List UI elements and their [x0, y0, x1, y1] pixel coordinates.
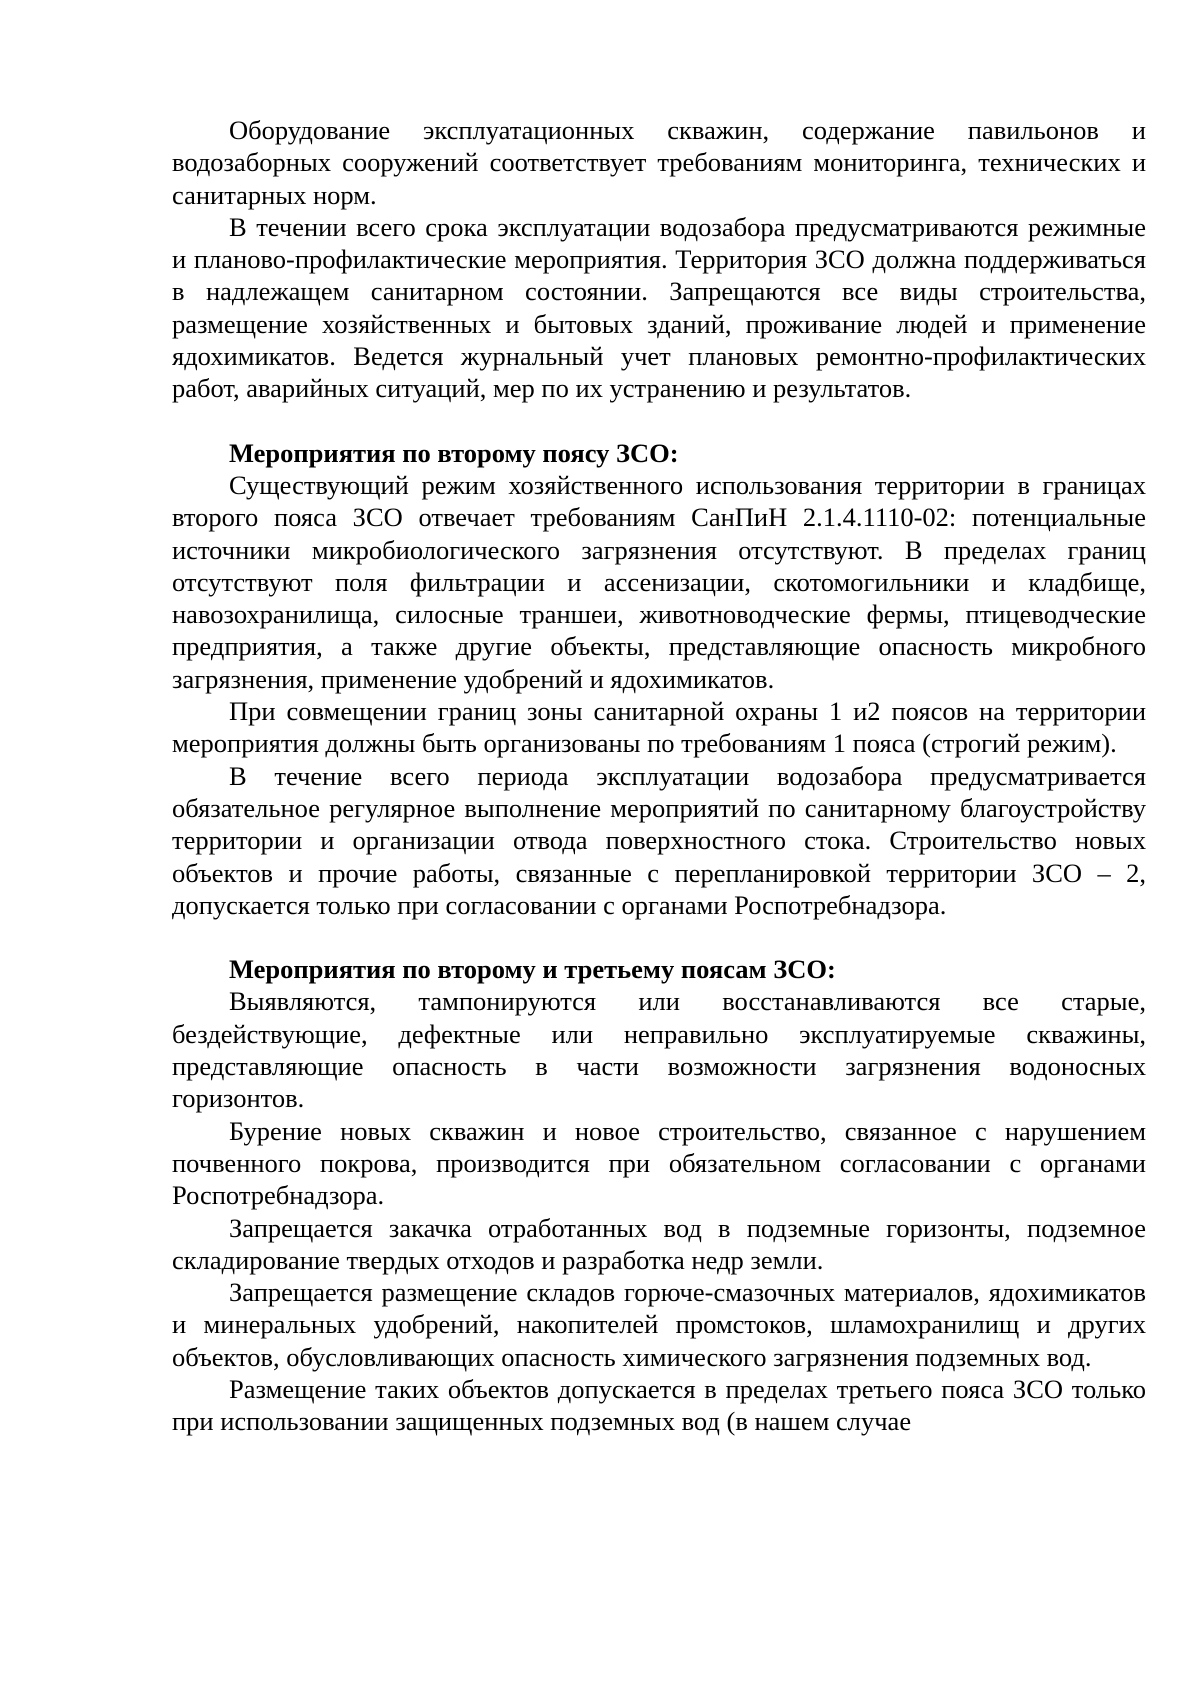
intro-paragraph-2: В течении всего срока эксплуатации водозабора предусматриваются режимные и планово-профилактические мероприятия. Территория ЗСО должна поддерживаться в надлежащем санитарном состоянии. Запрещаются все виды строительства, размещение хозяйственных и бытовых зданий, проживание людей и применение ядохимикатов. Ведется журнальный учет плановых ремонтно-профилактических работ, аварийных ситуаций, мер по их устранению и результатов.	[172, 211, 1146, 404]
section-2-paragraph-3: В течение всего периода эксплуатации водозабора предусматривается обязательное регулярное выполнение мероприятий по санитарному благоустройству территории и организации отвода поверхностного стока. Строительство новых объектов и прочие работы, связанные с перепланировкой территории ЗСО – 2, допускается только при согласовании с органами Роспотребнадзора.	[172, 760, 1146, 920]
section-spacer	[172, 405, 1146, 437]
section-2-3-paragraph-5: Размещение таких объектов допускается в пределах третьего пояса ЗСО только при использовании защищенных подземных вод (в нашем случае	[172, 1373, 1146, 1437]
section-2-3-heading: Мероприятия по второму и третьему поясам ЗСО:	[229, 954, 836, 985]
section-2-3-paragraph-2: Бурение новых скважин и новое строительство, связанное с нарушением почвенного покрова, производится при обязательном согласовании с органами Роспотребнадзора.	[172, 1115, 1146, 1211]
section-2-paragraph-2: При совмещении границ зоны санитарной охраны 1 и2 поясов на территории мероприятия должны быть организованы по требованиям 1 пояса (строгий режим).	[172, 696, 1146, 759]
intro-paragraph-1: Оборудование эксплуатационных скважин, содержание павильонов и водозаборных сооружений соответствует требованиям мониторинга, технических и санитарных норм.	[172, 115, 1146, 210]
section-2-3-paragraph-3: Запрещается закачка отработанных вод в подземные горизонты, подземное складирование твердых отходов и разработка недр земли.	[172, 1212, 1146, 1275]
section-2-3-paragraph-1: Выявляются, тампонируются или восстанавливаются все старые, бездействующие, дефектные или неправильно эксплуатируемые скважины, представляющие опасность в части возможности загрязнения водоносных горизонтов.	[172, 986, 1146, 1114]
document-page	[172, 114, 1146, 1438]
section-2-3-paragraph-4: Запрещается размещение складов горюче-смазочных материалов, ядохимикатов и минеральных удобрений, накопителей промстоков, шламохранилищ и других объектов, обусловливающих опасность химического загрязнения подземных вод.	[172, 1277, 1146, 1372]
section-2-paragraph-1: Существующий режим хозяйственного использования территории в границах второго пояса ЗСО отвечает требованиям СанПиН 2.1.4.1110-02: потенциальные источники микробиологического загрязнения отсутствуют. В пределах границ отсутствуют поля фильтрации и ассенизации, скотомогильники и кладбище, навозохранилища, силосные траншеи, животноводческие фермы, птицеводческие предприятия, а также другие объекты, представляющие опасность микробного загрязнения, применение удобрений и ядохимикатов.	[172, 469, 1146, 694]
section-spacer	[172, 921, 1146, 953]
section-2-heading: Мероприятия по второму поясу ЗСО:	[229, 437, 679, 468]
